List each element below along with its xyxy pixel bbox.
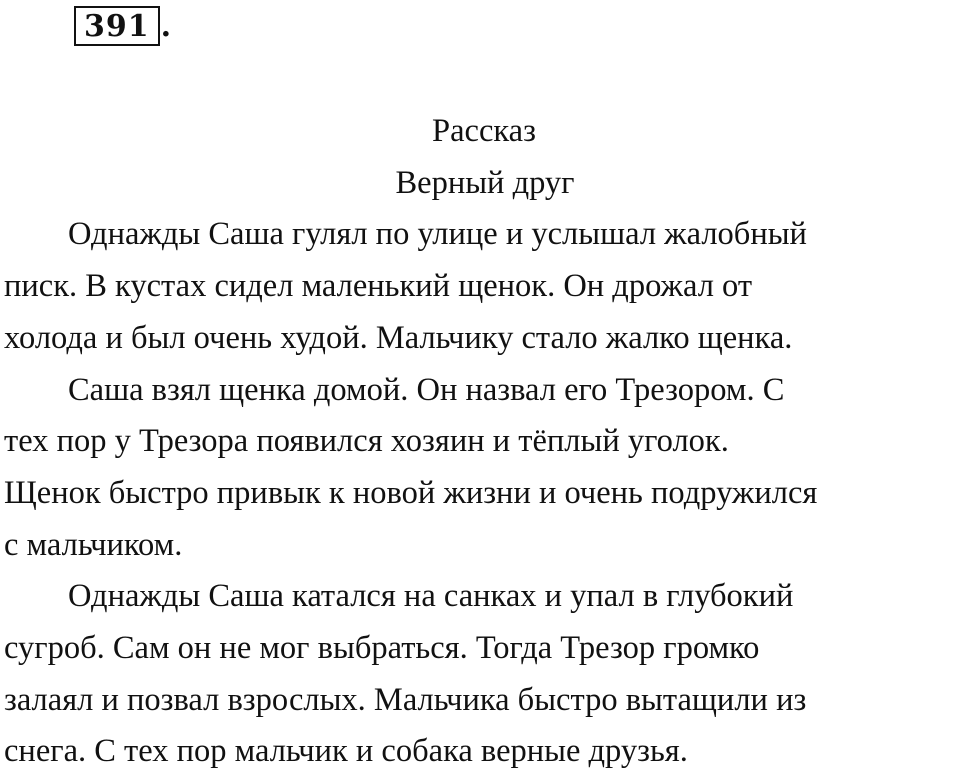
paragraph-line: Саша взял щенка домой. Он назвал его Трезором. С — [68, 371, 785, 408]
paragraph-line: холода и был очень худой. Мальчику стало жалко щенка. — [4, 319, 793, 356]
exercise-number — [74, 6, 171, 46]
paragraph-line: с мальчиком. — [4, 526, 183, 563]
paragraph-line: залаял и позвал взрослых. Мальчика быстро вытащили из — [4, 681, 807, 718]
paragraph-line: Однажды Саша катался на санках и упал в глубокий — [68, 578, 794, 615]
paragraph-line: Щенок быстро привык к новой жизни и очень подружился — [4, 474, 818, 511]
paragraph-3 — [4, 571, 956, 778]
paragraph-line: писк. В кустах сидел маленький щенок. Он дрожал от — [4, 268, 753, 305]
story-text — [4, 106, 956, 778]
paragraph-line: Однажды Саша гулял по улице и услышал жалобный — [68, 216, 807, 253]
story-genre-heading: Рассказ — [432, 113, 536, 149]
exercise-number-box: 391 — [74, 6, 160, 46]
story-title-heading: Верный друг — [395, 164, 575, 201]
paragraph-line: тех пор у Трезора появился хозяин и тёплый уголок. — [4, 423, 729, 460]
paragraph-line: сугроб. Сам он не мог выбраться. Тогда Трезор громко — [4, 630, 760, 667]
exercise-number-dot: . — [160, 9, 172, 44]
paragraph-1 — [4, 209, 956, 364]
paragraph-line: снега. С тех пор мальчик и собака верные друзья. — [4, 733, 688, 770]
paragraph-2 — [4, 365, 956, 572]
